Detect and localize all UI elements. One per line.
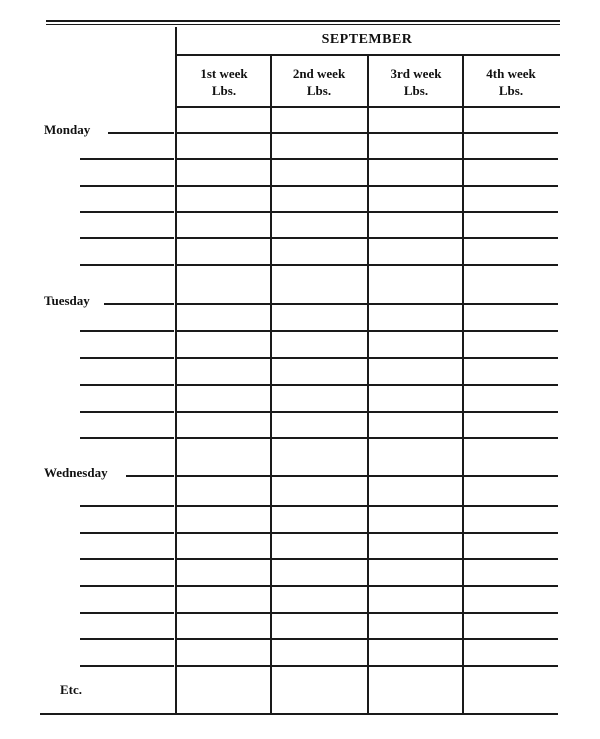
column-week-label: 4th week	[486, 66, 536, 81]
row-rule	[80, 237, 174, 239]
column-week-label: 1st week	[200, 66, 248, 81]
day-label-monday: Monday	[44, 122, 91, 137]
top-rule	[46, 20, 560, 22]
row-rule-cells	[177, 505, 558, 507]
row-rule	[80, 211, 174, 213]
month-header: SEPTEMBER	[321, 32, 413, 47]
row-rule-cells	[177, 612, 558, 614]
top-rule-inner	[46, 24, 560, 25]
row-rule	[80, 437, 174, 439]
row-rule	[80, 638, 174, 640]
row-rule	[80, 665, 174, 667]
row-rule	[80, 185, 174, 187]
row-rule	[126, 475, 174, 477]
day-label-etc: Etc.	[60, 682, 83, 697]
column-header-week-1	[177, 65, 271, 99]
row-rule	[80, 585, 174, 587]
row-rule	[80, 558, 174, 560]
column-header-week-4	[464, 65, 558, 99]
row-rule-cells	[177, 585, 558, 587]
column-unit-label: Lbs.	[306, 83, 332, 98]
column-divider-left	[175, 27, 177, 714]
row-rule	[80, 532, 174, 534]
row-rule-cells	[177, 665, 558, 667]
row-rule-cells	[177, 303, 558, 305]
row-rule	[108, 132, 174, 134]
row-rule-cells	[177, 411, 558, 413]
column-header-week-3	[369, 65, 463, 99]
row-rule-cells	[177, 475, 558, 477]
row-rule	[104, 303, 174, 305]
row-rule-cells	[177, 357, 558, 359]
column-unit-label: Lbs.	[211, 83, 237, 98]
row-rule-cells	[177, 264, 558, 266]
column-unit-label: Lbs.	[498, 83, 524, 98]
day-label-tuesday: Tuesday	[44, 293, 90, 308]
row-rule	[80, 264, 174, 266]
column-week-label: 3rd week	[390, 66, 442, 81]
row-rule-cells	[177, 132, 558, 134]
row-rule	[80, 330, 174, 332]
row-rule	[80, 411, 174, 413]
day-label-wednesday: Wednesday	[44, 465, 108, 480]
row-rule-cells	[177, 384, 558, 386]
row-rule-cells	[177, 237, 558, 239]
row-rule-cells	[177, 158, 558, 160]
bottom-rule	[40, 713, 558, 715]
row-rule	[80, 384, 174, 386]
row-rule-cells	[177, 638, 558, 640]
row-rule-cells	[177, 437, 558, 439]
column-unit-label: Lbs.	[403, 83, 429, 98]
row-rule-cells	[177, 532, 558, 534]
row-rule	[80, 612, 174, 614]
column-week-label: 2nd week	[292, 66, 346, 81]
row-rule-cells	[177, 558, 558, 560]
row-rule	[80, 357, 174, 359]
row-rule-cells	[177, 185, 558, 187]
row-rule-cells	[177, 330, 558, 332]
row-rule-cells	[177, 211, 558, 213]
row-rule	[80, 158, 174, 160]
column-header-week-2	[272, 65, 366, 99]
row-rule	[80, 505, 174, 507]
